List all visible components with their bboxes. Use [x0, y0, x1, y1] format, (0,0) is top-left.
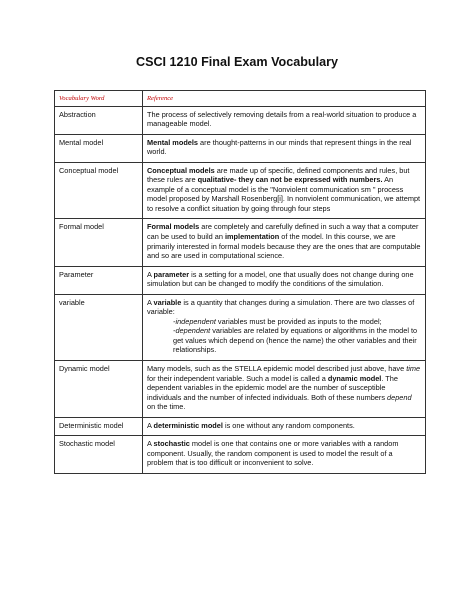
definition-bold-term: variable [153, 297, 182, 307]
definition-text: is a setting for a model, one that usually does not change during one simulation but can be changed to modify the conditions of the simulation. [147, 269, 414, 289]
definition-text: are thought-patterns in our minds that represent things in the real world. [147, 137, 412, 157]
table-row [55, 361, 426, 418]
definition-text: An example of a conceptual model is the "Nonviolent communication sm " process model proposed by Marshall Rosenberg[i]. In nonviolent communication, we attempt to resolve a conflict situation by going through four steps [147, 175, 421, 213]
term-cell: Abstraction [55, 106, 143, 134]
definition-cell [143, 134, 426, 162]
definition-text: are completely and carefully defined in such a way that a computer can be used to build an [147, 222, 419, 242]
term-cell: Dynamic model [55, 361, 143, 418]
definition-bold-term: Formal models [147, 222, 200, 232]
term-cell: Deterministic model [55, 417, 143, 436]
header-vocabulary-word: Vocabulary Word [55, 91, 143, 107]
table-row [55, 294, 426, 360]
table-header-row [55, 91, 426, 107]
definition-text: A [147, 420, 154, 430]
definition-bold-phrase: implementation [224, 232, 280, 242]
definition-text: The process of selectively removing details from a real-world situation to produce a manageable model. [147, 109, 417, 129]
definition-bold-phrase: qualitative- they can not be expressed with numbers. [197, 175, 383, 185]
term-cell: Stochastic model [55, 436, 143, 474]
definition-italic-term: -independent [173, 316, 216, 326]
definition-bold-term: stochastic [153, 439, 190, 449]
definition-italic-term: depend [387, 392, 412, 402]
page-title: CSCI 1210 Final Exam Vocabulary [135, 55, 339, 69]
definition-text: is one without any random components. [222, 420, 355, 430]
definition-bold-term: parameter [153, 269, 190, 279]
definition-text: A [147, 439, 154, 449]
definition-cell [143, 436, 426, 474]
table-row [55, 436, 426, 474]
term-cell: Formal model [55, 219, 143, 266]
table-row [55, 417, 426, 436]
term-cell: variable [55, 294, 143, 360]
definition-bold-term: deterministic model [153, 420, 223, 430]
definition-text: of the model. In this course, we are primarily interested in formal models because they are the ones that are computable and so are used in computational science. [147, 232, 421, 261]
independent-variable-line [147, 317, 421, 327]
definition-italic-term: time [406, 364, 421, 374]
definition-text: variables are related by equations or algorithms in the model to get values which depend on (hence the name) the other variables and their relationships. [173, 326, 418, 355]
table-row [55, 219, 426, 266]
definition-cell [143, 106, 426, 134]
definition-text: Many models, such as the STELLA epidemic model described just above, have [147, 364, 407, 374]
term-cell: Conceptual model [55, 162, 143, 219]
definition-text: for their independent variable. Such a model is called a [147, 373, 328, 383]
definition-text: on the time. [147, 402, 186, 412]
definition-bold-term: Mental models [147, 137, 199, 147]
table-row [55, 266, 426, 294]
definition-bold-term: Conceptual models [147, 165, 215, 175]
definition-cell [143, 219, 426, 266]
definition-text: A [147, 269, 154, 279]
dependent-variable-line [147, 326, 421, 355]
definition-cell [143, 162, 426, 219]
definition-cell [143, 361, 426, 418]
definition-italic-term: -dependent [173, 326, 211, 336]
definition-cell [143, 417, 426, 436]
definition-text: . The dependent variables in the epidemic model are the number of susceptible individuals and the number of infected individuals. Both of these numbers [147, 373, 398, 402]
table-row [55, 106, 426, 134]
definition-bold-term: dynamic model [327, 373, 382, 383]
header-reference: Reference [143, 91, 426, 107]
definition-text: is a quantity that changes during a simulation. There are two classes of variable: [147, 297, 415, 317]
definition-text: model is one that contains one or more variables with a random component. Usually, the random component is used to model the result of a problem that is too difficult or inconvenient to solve. [147, 439, 399, 468]
definition-text: A [147, 297, 154, 307]
table-row [55, 162, 426, 219]
vocabulary-table [54, 90, 426, 474]
table-row [55, 134, 426, 162]
definition-cell [143, 294, 426, 360]
definition-text: variables must be provided as inputs to the model; [215, 316, 382, 326]
definition-cell [143, 266, 426, 294]
term-cell: Mental model [55, 134, 143, 162]
term-cell: Parameter [55, 266, 143, 294]
definition-text: are made up of specific, defined components and rules, but these rules are [147, 165, 410, 185]
